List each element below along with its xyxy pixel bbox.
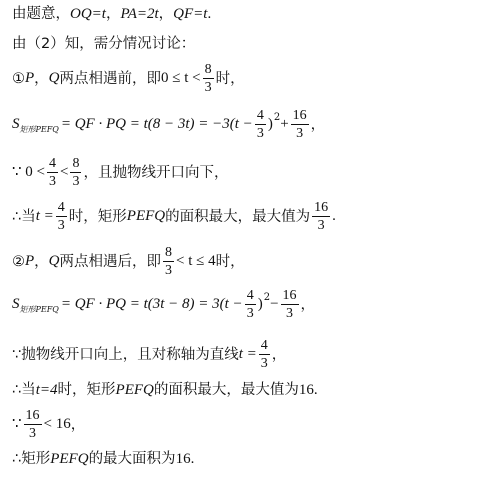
- math-expr: t=4: [35, 382, 58, 398]
- fraction-numerator: 8: [203, 62, 214, 79]
- text: .: [207, 6, 212, 22]
- case-marker: ①: [12, 70, 25, 87]
- math-expr: Q: [48, 70, 60, 87]
- fraction-denominator: 3: [49, 174, 57, 190]
- text: 的面积最大，最大值为: [165, 208, 311, 225]
- math-expr: QF=t: [173, 6, 208, 22]
- area-formula-line: [12, 108, 325, 142]
- because-symbol: ∵: [12, 416, 22, 433]
- math-expr: +: [280, 116, 289, 133]
- text: ∴当: [12, 208, 36, 225]
- math-expr: PEFQ: [126, 208, 166, 225]
- text: ，: [158, 6, 174, 23]
- math-expr: OQ=t: [70, 6, 106, 22]
- reason-line: [12, 338, 286, 372]
- text: 由（2）知，需分情况讨论：: [12, 36, 196, 52]
- math-expr: PA=2t: [120, 6, 159, 22]
- math-expr: 16.: [175, 451, 195, 467]
- fraction: [70, 156, 81, 190]
- math-expr: P: [25, 70, 35, 87]
- math-expr: = QF · PQ = t(8 − 3t) = −3(t −: [60, 116, 253, 133]
- math-expr: 16.: [298, 382, 318, 398]
- text: 由题意，: [12, 6, 70, 23]
- superscript: 2: [263, 291, 271, 303]
- fraction-numerator: 16: [312, 200, 330, 217]
- reason-line: [12, 156, 228, 190]
- text: ，: [271, 346, 287, 363]
- math-expr: PEFQ: [50, 451, 89, 467]
- text: 的面积最大，最大值为: [153, 382, 299, 399]
- text: 的最大面积为: [88, 451, 176, 468]
- fraction: [163, 245, 174, 279]
- fraction-denominator: 3: [165, 263, 173, 279]
- fraction: [255, 108, 266, 142]
- subscript: 矩形PEFQ: [19, 304, 59, 314]
- fraction: [291, 108, 309, 142]
- subscript: 矩形PEFQ: [19, 124, 59, 134]
- fraction-numerator: 4: [47, 156, 58, 173]
- text: ，: [105, 6, 121, 23]
- fraction-numerator: 4: [259, 338, 270, 355]
- math-expr: 0 ≤ t <: [161, 70, 201, 87]
- math-expr: ): [257, 296, 263, 313]
- fraction-denominator: 3: [260, 356, 268, 372]
- conclusion-line: [12, 200, 336, 234]
- fraction: [245, 288, 256, 322]
- text: 两点相遇后，即: [59, 253, 162, 270]
- superscript: 2: [273, 111, 281, 123]
- fraction: [281, 288, 299, 322]
- statement-line: [12, 7, 211, 22]
- math-expr: ∵ 0 <: [12, 164, 46, 181]
- conclusion-line: [12, 383, 318, 398]
- fraction-denominator: 3: [286, 306, 294, 322]
- fraction-denominator: 3: [256, 126, 264, 142]
- fraction: [47, 156, 58, 190]
- text: ，: [300, 296, 316, 313]
- fraction-numerator: 4: [245, 288, 256, 305]
- fraction-denominator: 3: [57, 218, 65, 234]
- fraction-numerator: 16: [24, 408, 42, 425]
- text: ∴矩形: [12, 451, 51, 468]
- fraction-numerator: 8: [70, 156, 81, 173]
- fraction-numerator: 16: [281, 288, 299, 305]
- text: 时，: [215, 253, 245, 270]
- math-expr: = QF · PQ = t(3t − 8) = 3(t −: [60, 296, 243, 313]
- area-formula-line: [12, 288, 315, 322]
- text: 时，矩形: [68, 208, 127, 225]
- math-expr: t =: [238, 346, 257, 363]
- fraction-numerator: 4: [255, 108, 266, 125]
- final-answer-line: [12, 452, 194, 467]
- fraction-denominator: 3: [204, 80, 212, 96]
- fraction-numerator: 4: [56, 200, 67, 217]
- fraction-denominator: 3: [296, 126, 304, 142]
- fraction-denominator: 3: [72, 174, 80, 190]
- text: .: [332, 208, 336, 225]
- math-expr: t =: [35, 208, 54, 225]
- math-expr: <: [60, 164, 69, 181]
- math-expr: S: [12, 116, 20, 133]
- text: ，: [34, 253, 49, 270]
- fraction: [56, 200, 67, 234]
- math-expr: P: [25, 253, 35, 270]
- case-2-heading: [12, 245, 245, 279]
- fraction-numerator: 16: [291, 108, 309, 125]
- case-1-heading: [12, 62, 245, 96]
- text: ，: [70, 416, 86, 433]
- math-expr: ): [267, 116, 273, 133]
- text: ∵抛物线开口向上，且对称轴为直线: [12, 346, 239, 363]
- text: 时，矩形: [57, 382, 116, 399]
- math-expr: S: [12, 296, 20, 313]
- text: 两点相遇前，即: [59, 70, 162, 87]
- fraction: [24, 408, 42, 442]
- math-expr: < t ≤ 4: [176, 253, 216, 270]
- fraction-denominator: 3: [246, 306, 254, 322]
- text: ，且抛物线开口向下，: [83, 164, 229, 181]
- statement-line: [12, 37, 195, 52]
- text: ∴当: [12, 382, 36, 399]
- fraction: [203, 62, 214, 96]
- math-expr: Q: [48, 253, 60, 270]
- fraction: [312, 200, 330, 234]
- fraction-denominator: 3: [317, 218, 325, 234]
- text: ，: [310, 116, 326, 133]
- case-marker: ②: [12, 253, 25, 270]
- math-expr: −: [270, 296, 279, 313]
- fraction-denominator: 3: [29, 426, 37, 442]
- reason-line: [12, 408, 85, 442]
- text: ，: [34, 70, 49, 87]
- text: 时，: [215, 70, 245, 87]
- math-expr: < 16: [43, 416, 71, 433]
- math-expr: PEFQ: [115, 382, 154, 398]
- fraction: [259, 338, 270, 372]
- fraction-numerator: 8: [163, 245, 174, 262]
